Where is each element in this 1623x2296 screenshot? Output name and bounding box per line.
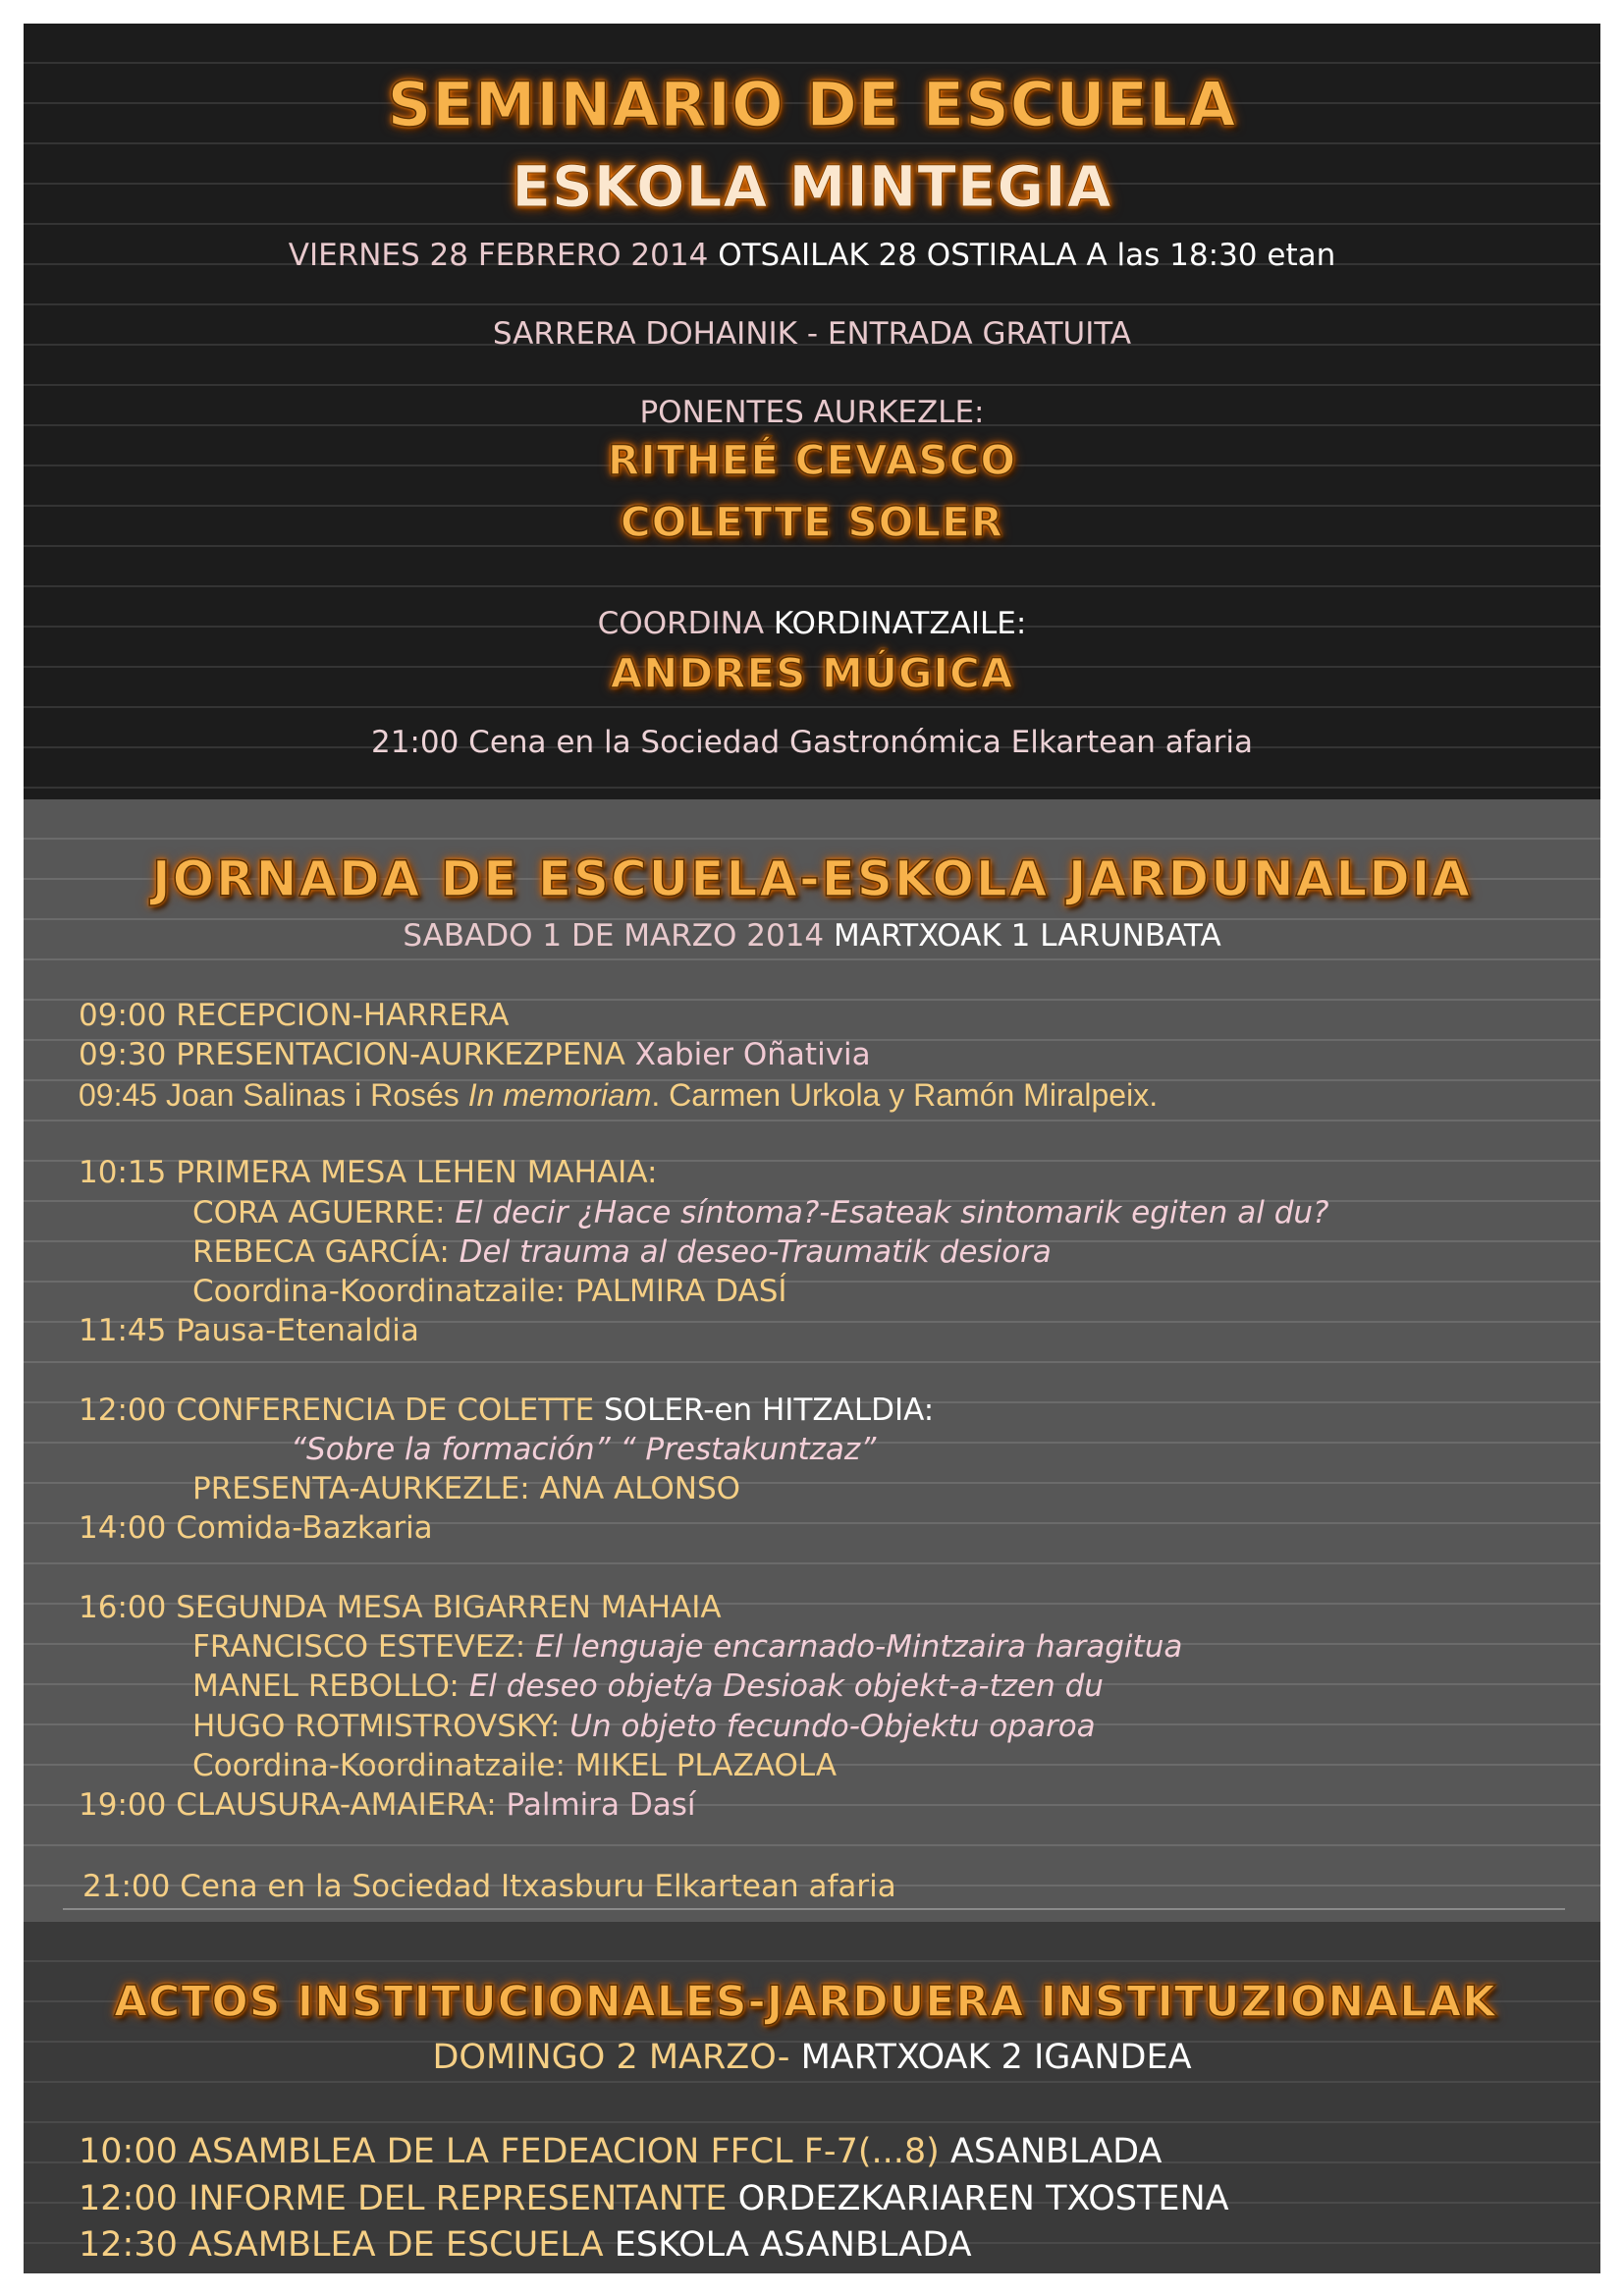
schedule-row: 11:45 Pausa-Etenaldia: [79, 1313, 419, 1348]
seminar-date-eu: OTSAILAK 28 OSTIRALA: [718, 238, 1077, 273]
jornada-title: JORNADA DE ESCUELA-ESKOLA JARDUNALDIA: [152, 850, 1472, 907]
actos-row: 12:30 ASAMBLEA DE ESCUELA ESKOLA ASANBLADA: [79, 2225, 972, 2265]
speaker-2: COLETTE SOLER: [620, 498, 1004, 546]
schedule-row: HUGO ROTMISTROVSKY: Un objeto fecundo-Objektu oparoa: [192, 1709, 1096, 1744]
seminar-date-es: VIERNES 28 FEBRERO 2014: [288, 238, 709, 273]
jornada-section: [24, 799, 1600, 1922]
actos-row: 12:00 INFORME DEL REPRESENTANTE ORDEZKARIAREN TXOSTENA: [79, 2179, 1229, 2218]
coordinator-label-eu: KORDINATZAILE:: [773, 606, 1027, 641]
schedule-row: 16:00 SEGUNDA MESA BIGARREN MAHAIA: [79, 1590, 722, 1625]
divider: [63, 1908, 1565, 1910]
schedule-row: REBECA GARCÍA: Del trauma al deseo-Traumatik desiora: [192, 1234, 1052, 1270]
schedule-row: FRANCISCO ESTEVEZ: El lenguaje encarnado-Mintzaira haragitua: [192, 1629, 1183, 1665]
schedule-row: Coordina-Koordinatzaile: PALMIRA DASÍ: [192, 1274, 787, 1309]
actos-date-es: DOMINGO 2 MARZO-: [432, 2038, 790, 2077]
seminar-title: SEMINARIO DE ESCUELA: [387, 69, 1237, 140]
schedule-row: Coordina-Koordinatzaile: MIKEL PLAZAOLA: [192, 1748, 838, 1783]
schedule-row: MANEL REBOLLO: El deseo objet/a Desioak objekt-a-tzen du: [192, 1668, 1104, 1704]
actos-row: 10:00 ASAMBLEA DE LA FEDEACION FFCL F-7(...8) ASANBLADA: [79, 2132, 1163, 2171]
coordinator-name: ANDRES MÚGICA: [610, 649, 1014, 697]
schedule-row: 09:00 RECEPCION-HARRERA: [79, 998, 510, 1033]
schedule-row: 09:45 Joan Salinas i Rosés In memoriam. Carmen Urkola y Ramón Miralpeix.: [79, 1077, 1159, 1113]
schedule-row: 21:00 Cena en la Sociedad Itxasburu Elkartean afaria: [82, 1869, 896, 1904]
schedule-row: 19:00 CLAUSURA-AMAIERA: Palmira Dasí: [79, 1787, 696, 1823]
jornada-date-line: [24, 918, 1600, 954]
actos-date-eu: MARTXOAK 2 IGANDEA: [800, 2038, 1192, 2077]
schedule-row: 09:30 PRESENTACION-AURKEZPENA Xabier Oñativia: [79, 1037, 871, 1072]
seminar-section: [24, 24, 1600, 799]
schedule-row: 10:15 PRIMERA MESA LEHEN MAHAIA:: [79, 1155, 658, 1190]
speaker-1: RITHEÉ CEVASCO: [607, 436, 1017, 484]
actos-title: ACTOS INSTITUCIONALES-JARDUERA INSTITUZIONALAK: [114, 1977, 1497, 2027]
schedule-row: 12:00 CONFERENCIA DE COLETTE SOLER-en HITZALDIA:: [79, 1393, 935, 1428]
schedule-row: “Sobre la formación” “ Prestakuntzaz”: [291, 1432, 877, 1467]
speakers-label: PONENTES AURKEZLE:: [639, 395, 985, 430]
schedule-row: CORA AGUERRE: El decir ¿Hace síntoma?-Esateak sintomarik egiten al du?: [192, 1195, 1329, 1230]
seminar-time: A las 18:30 etan: [1086, 238, 1336, 273]
seminar-date-line: [24, 238, 1600, 273]
seminar-dinner: 21:00 Cena en la Sociedad Gastronómica Elkartean afaria: [370, 725, 1254, 760]
jornada-date-es: SABADO 1 DE MARZO 2014: [403, 918, 825, 954]
coordinator-label-line: [24, 606, 1600, 641]
schedule-row: 14:00 Comida-Bazkaria: [79, 1510, 433, 1546]
jornada-date-eu: MARTXOAK 1 LARUNBATA: [834, 918, 1221, 954]
actos-date-line: [24, 2038, 1600, 2077]
actos-section: [24, 1922, 1600, 2273]
coordinator-label-es: COORDINA: [597, 606, 765, 641]
seminar-subtitle: ESKOLA MINTEGIA: [512, 153, 1112, 220]
schedule-row: PRESENTA-AURKEZLE: ANA ALONSO: [192, 1471, 741, 1506]
seminar-entry: SARRERA DOHAINIK - ENTRADA GRATUITA: [492, 316, 1132, 352]
